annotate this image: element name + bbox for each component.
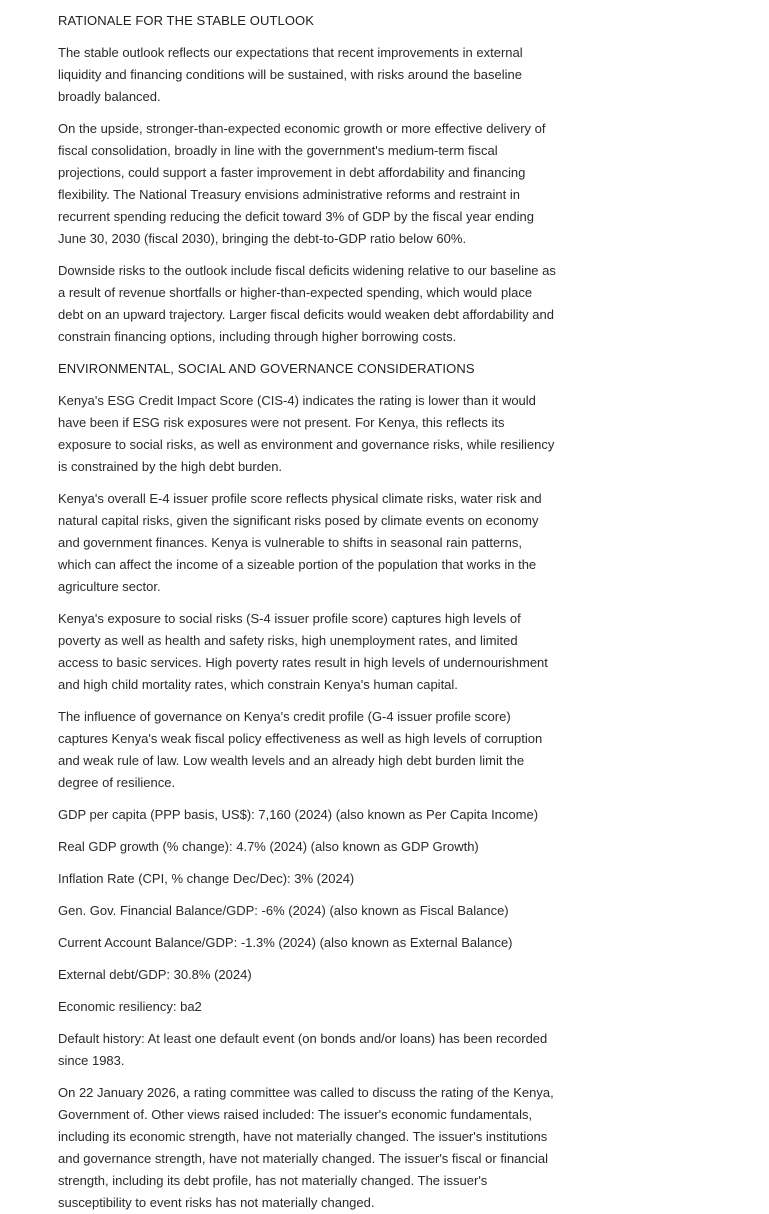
indicator-economic-resiliency: Economic resiliency: ba2	[58, 999, 202, 1014]
indicator-external-debt: External debt/GDP: 30.8% (2024)	[58, 967, 252, 982]
esg-paragraph-1: Kenya's ESG Credit Impact Score (CIS-4) indicates the rating is lower than it would have been if ESG risk exposures were not present. For Kenya, this reflects its exposure to social risks, as well as environment and governance risks, while resiliency is constrained by the high debt burden.	[58, 393, 555, 474]
indicator-real-gdp-growth: Real GDP growth (% change): 4.7% (2024) (also known as GDP Growth)	[58, 839, 479, 854]
indicator-gdp-per-capita: GDP per capita (PPP basis, US$): 7,160 (2024) (also known as Per Capita Income)	[58, 807, 539, 822]
outlook-paragraph-2: On the upside, stronger-than-expected economic growth or more effective delivery of fiscal consolidation, broadly in line with the government's medium-term fiscal projections, could support a faster improvement in debt affordability and financing flexibility. The National Treasury envisions administrative reforms and restraint in recurrent spending reducing the deficit toward 3% of GDP by the fiscal year ending June 30, 2030 (fiscal 2030), bringing the debt-to-GDP ratio below 60%.	[58, 121, 546, 246]
outlook-paragraph-3: Downside risks to the outlook include fiscal deficits widening relative to our baseline as a result of revenue shortfalls or higher-than-expected spending, which would place debt on an upward trajectory. Larger fiscal deficits would weaken debt affordability and constrain financing options, including through higher borrowing costs.	[58, 263, 556, 344]
indicator-default-history: Default history: At least one default event (on bonds and/or loans) has been recorded since 1983.	[58, 1031, 548, 1068]
indicator-inflation-rate: Inflation Rate (CPI, % change Dec/Dec): 3% (2024)	[58, 871, 355, 886]
esg-heading: ENVIRONMENTAL, SOCIAL AND GOVERNANCE CONSIDERATIONS	[58, 361, 475, 376]
indicator-current-account: Current Account Balance/GDP: -1.3% (2024) (also known as External Balance)	[58, 935, 513, 950]
esg-paragraph-2: Kenya's overall E-4 issuer profile score reflects physical climate risks, water risk and natural capital risks, given the significant risks posed by climate events on economy and government finances. Kenya is vulnerable to shifts in seasonal rain patterns, which can affect the income of a sizeable portion of the population that works in the agriculture sector.	[58, 491, 542, 594]
committee-paragraph: On 22 January 2026, a rating committee was called to discuss the rating of the Kenya, Government of. Other views raised included: The issuer's economic fundamentals, including its economic strength, have not materially changed. The issuer's institutions and governance strength, have not materially changed. The issuer's fiscal or financial strength, including its debt profile, has not materially changed. The issuer's susceptibility to event risks has not materially changed.	[58, 1085, 554, 1210]
esg-paragraph-3: Kenya's exposure to social risks (S-4 issuer profile score) captures high levels of poverty as well as health and safety risks, high unemployment rates, and limited access to basic services. High poverty rates result in high levels of undernourishment and high child mortality rates, which constrain Kenya's human capital.	[58, 611, 548, 692]
outlook-heading: RATIONALE FOR THE STABLE OUTLOOK	[58, 13, 315, 28]
outlook-paragraph-1: The stable outlook reflects our expectations that recent improvements in external liquidity and financing conditions will be sustained, with risks around the baseline broadly balanced.	[58, 45, 523, 104]
indicator-fiscal-balance: Gen. Gov. Financial Balance/GDP: -6% (2024) (also known as Fiscal Balance)	[58, 903, 509, 918]
esg-paragraph-4: The influence of governance on Kenya's credit profile (G-4 issuer profile score) captures Kenya's weak fiscal policy effectiveness as well as high levels of corruption and weak rule of law. Low wealth levels and an already high debt burden limit the degree of resilience.	[58, 709, 543, 790]
